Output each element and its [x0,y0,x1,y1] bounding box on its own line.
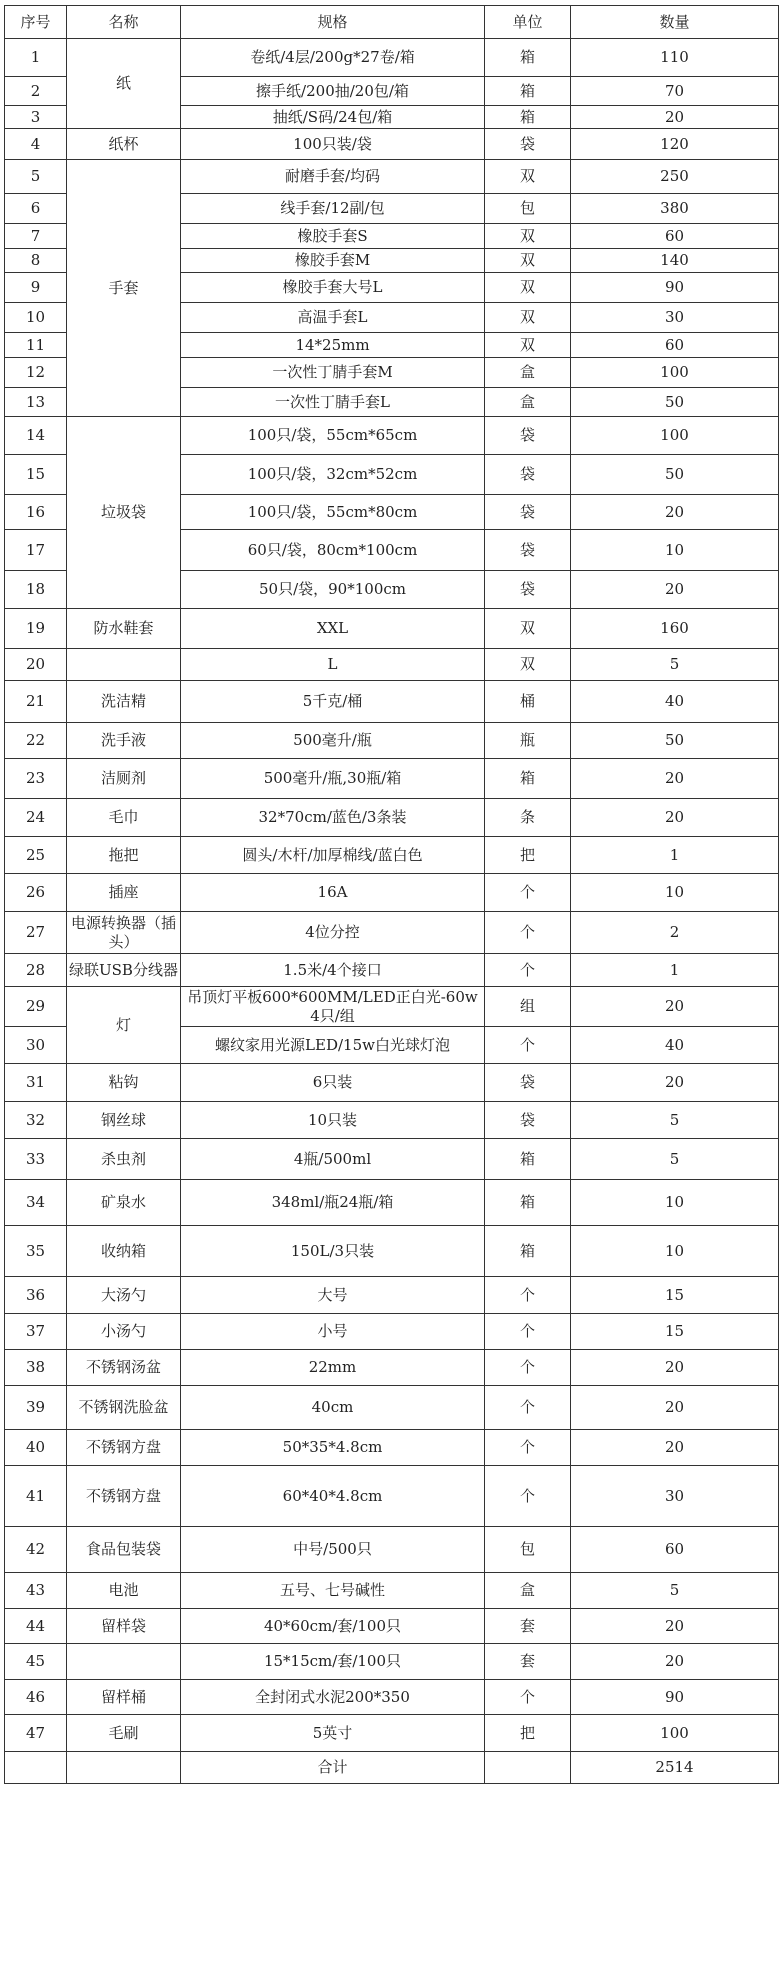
table-row [5,1609,779,1644]
cell-seq: 34 [5,1180,67,1226]
cell-name: 垃圾袋 [67,417,181,609]
cell-name: 纸 [67,39,181,129]
cell-spec: 100只装/袋 [181,129,485,160]
cell-seq: 13 [5,388,67,417]
cell-spec: 橡胶手套M [181,249,485,273]
table-row [5,1314,779,1350]
cell-spec: 橡胶手套S [181,224,485,249]
cell-seq: 19 [5,609,67,649]
cell-spec: 一次性丁腈手套M [181,358,485,388]
cell-qty: 40 [571,681,779,723]
cell-qty: 40 [571,1027,779,1064]
cell-unit: 个 [485,1350,571,1386]
cell-spec: 14*25mm [181,333,485,358]
cell-name [67,649,181,681]
cell-unit: 套 [485,1644,571,1680]
total-seq [5,1752,67,1784]
cell-spec: 10只装 [181,1102,485,1139]
cell-spec: 60*40*4.8cm [181,1466,485,1527]
header-unit: 单位 [485,6,571,39]
cell-unit: 包 [485,194,571,224]
cell-unit: 包 [485,1527,571,1573]
cell-spec: 100只/袋，55cm*65cm [181,417,485,455]
cell-name: 收纳箱 [67,1226,181,1277]
table-row [5,1573,779,1609]
cell-seq: 1 [5,39,67,77]
cell-qty: 10 [571,1180,779,1226]
cell-name: 洗手液 [67,723,181,759]
total-unit [485,1752,571,1784]
cell-spec: 圆头/木杆/加厚棉线/蓝白色 [181,837,485,874]
cell-unit: 盒 [485,358,571,388]
cell-seq: 32 [5,1102,67,1139]
cell-name: 不锈钢方盘 [67,1430,181,1466]
cell-spec: 4瓶/500ml [181,1139,485,1180]
cell-name: 留样桶 [67,1680,181,1715]
cell-qty: 70 [571,77,779,106]
cell-name: 小汤勺 [67,1314,181,1350]
cell-unit: 盒 [485,388,571,417]
cell-seq: 15 [5,455,67,495]
cell-spec: 螺纹家用光源LED/15w白光球灯泡 [181,1027,485,1064]
cell-name: 不锈钢方盘 [67,1466,181,1527]
cell-spec: 6只装 [181,1064,485,1102]
cell-qty: 50 [571,723,779,759]
cell-spec: L [181,649,485,681]
cell-seq: 38 [5,1350,67,1386]
cell-qty: 60 [571,1527,779,1573]
cell-spec: XXL [181,609,485,649]
table-row [5,799,779,837]
table-row [5,837,779,874]
cell-unit: 个 [485,1680,571,1715]
cell-seq: 18 [5,571,67,609]
cell-seq: 9 [5,273,67,303]
table-row [5,160,779,194]
cell-seq: 7 [5,224,67,249]
cell-seq: 10 [5,303,67,333]
cell-qty: 20 [571,106,779,129]
cell-qty: 10 [571,530,779,571]
cell-seq: 42 [5,1527,67,1573]
cell-name: 防水鞋套 [67,609,181,649]
cell-name: 纸杯 [67,129,181,160]
cell-qty: 50 [571,455,779,495]
table-row [5,1715,779,1752]
table-row [5,1102,779,1139]
cell-name: 粘钩 [67,1064,181,1102]
cell-qty: 60 [571,333,779,358]
cell-unit: 把 [485,1715,571,1752]
cell-spec: 16A [181,874,485,912]
table-row [5,987,779,1027]
cell-qty: 20 [571,1609,779,1644]
table-row [5,1430,779,1466]
cell-unit: 袋 [485,571,571,609]
cell-name: 拖把 [67,837,181,874]
cell-unit: 组 [485,987,571,1027]
cell-name: 杀虫剂 [67,1139,181,1180]
cell-seq: 46 [5,1680,67,1715]
cell-unit: 个 [485,1386,571,1430]
cell-spec: 高温手套L [181,303,485,333]
header-qty: 数量 [571,6,779,39]
cell-qty: 20 [571,759,779,799]
cell-seq: 27 [5,912,67,954]
cell-seq: 20 [5,649,67,681]
cell-seq: 4 [5,129,67,160]
cell-unit: 双 [485,333,571,358]
cell-seq: 29 [5,987,67,1027]
cell-seq: 2 [5,77,67,106]
total-qty: 2514 [571,1752,779,1784]
cell-qty: 2 [571,912,779,954]
cell-spec: 5英寸 [181,1715,485,1752]
cell-name: 洗洁精 [67,681,181,723]
cell-qty: 5 [571,649,779,681]
table-row [5,609,779,649]
total-row [5,1752,779,1784]
cell-unit: 箱 [485,106,571,129]
cell-unit: 瓶 [485,723,571,759]
cell-unit: 盒 [485,1573,571,1609]
table-row [5,912,779,954]
cell-qty: 160 [571,609,779,649]
cell-spec: 500毫升/瓶 [181,723,485,759]
cell-unit: 袋 [485,1064,571,1102]
total-name [67,1752,181,1784]
cell-unit: 个 [485,1277,571,1314]
cell-name [67,1644,181,1680]
cell-name: 不锈钢洗脸盆 [67,1386,181,1430]
cell-unit: 双 [485,303,571,333]
cell-qty: 5 [571,1573,779,1609]
cell-unit: 双 [485,249,571,273]
cell-seq: 44 [5,1609,67,1644]
cell-seq: 5 [5,160,67,194]
cell-unit: 袋 [485,417,571,455]
cell-unit: 个 [485,1466,571,1527]
table-row [5,1277,779,1314]
cell-spec: 32*70cm/蓝色/3条装 [181,799,485,837]
cell-spec: 五号、七号碱性 [181,1573,485,1609]
cell-spec: 40*60cm/套/100只 [181,1609,485,1644]
cell-spec: 5千克/桶 [181,681,485,723]
cell-name: 洁厕剂 [67,759,181,799]
cell-unit: 个 [485,1027,571,1064]
table-row [5,723,779,759]
cell-qty: 90 [571,273,779,303]
cell-seq: 43 [5,1573,67,1609]
cell-spec: 吊顶灯平板600*600MM/LED正白光-60w 4只/组 [181,987,485,1027]
cell-name: 手套 [67,160,181,417]
cell-seq: 11 [5,333,67,358]
cell-qty: 60 [571,224,779,249]
cell-unit: 双 [485,609,571,649]
cell-spec: 中号/500只 [181,1527,485,1573]
cell-spec: 小号 [181,1314,485,1350]
cell-seq: 25 [5,837,67,874]
cell-spec: 500毫升/瓶,30瓶/箱 [181,759,485,799]
header-name: 名称 [67,6,181,39]
cell-seq: 30 [5,1027,67,1064]
cell-name: 电源转换器（插头） [67,912,181,954]
cell-spec: 40cm [181,1386,485,1430]
cell-unit: 袋 [485,129,571,160]
cell-name: 钢丝球 [67,1102,181,1139]
cell-unit: 袋 [485,495,571,530]
cell-qty: 20 [571,987,779,1027]
cell-seq: 21 [5,681,67,723]
cell-qty: 30 [571,303,779,333]
cell-seq: 12 [5,358,67,388]
cell-seq: 26 [5,874,67,912]
cell-spec: 抽纸/S码/24包/箱 [181,106,485,129]
cell-seq: 14 [5,417,67,455]
cell-qty: 20 [571,1644,779,1680]
cell-unit: 个 [485,912,571,954]
cell-unit: 条 [485,799,571,837]
cell-spec: 4位分控 [181,912,485,954]
table-row [5,1644,779,1680]
cell-seq: 17 [5,530,67,571]
cell-seq: 33 [5,1139,67,1180]
table-row [5,1466,779,1527]
cell-name: 食品包装袋 [67,1527,181,1573]
cell-qty: 120 [571,129,779,160]
cell-seq: 40 [5,1430,67,1466]
cell-qty: 1 [571,837,779,874]
cell-spec: 线手套/12副/包 [181,194,485,224]
cell-unit: 个 [485,954,571,987]
cell-seq: 37 [5,1314,67,1350]
cell-seq: 47 [5,1715,67,1752]
cell-qty: 100 [571,1715,779,1752]
cell-unit: 袋 [485,455,571,495]
cell-unit: 双 [485,224,571,249]
cell-qty: 50 [571,388,779,417]
cell-qty: 20 [571,1350,779,1386]
cell-name: 毛巾 [67,799,181,837]
supply-table [4,5,779,1784]
cell-unit: 箱 [485,759,571,799]
cell-qty: 20 [571,1064,779,1102]
cell-spec: 50*35*4.8cm [181,1430,485,1466]
cell-name: 大汤勺 [67,1277,181,1314]
table-row [5,1527,779,1573]
cell-unit: 箱 [485,77,571,106]
cell-unit: 套 [485,1609,571,1644]
cell-seq: 35 [5,1226,67,1277]
total-label: 合计 [181,1752,485,1784]
cell-unit: 袋 [485,1102,571,1139]
cell-qty: 110 [571,39,779,77]
cell-qty: 5 [571,1102,779,1139]
cell-spec: 橡胶手套大号L [181,273,485,303]
cell-spec: 擦手纸/200抽/20包/箱 [181,77,485,106]
table-row [5,39,779,77]
cell-name: 灯 [67,987,181,1064]
table-row [5,1064,779,1102]
cell-name: 不锈钢汤盆 [67,1350,181,1386]
cell-seq: 36 [5,1277,67,1314]
cell-seq: 45 [5,1644,67,1680]
cell-unit: 双 [485,160,571,194]
table-row [5,417,779,455]
table-row [5,1180,779,1226]
cell-qty: 100 [571,417,779,455]
cell-unit: 箱 [485,1180,571,1226]
cell-spec: 全封闭式水泥200*350 [181,1680,485,1715]
table-row [5,1680,779,1715]
cell-spec: 耐磨手套/均码 [181,160,485,194]
cell-unit: 箱 [485,1226,571,1277]
cell-spec: 15*15cm/套/100只 [181,1644,485,1680]
cell-seq: 39 [5,1386,67,1430]
cell-spec: 1.5米/4个接口 [181,954,485,987]
table-row [5,759,779,799]
table-row [5,1386,779,1430]
cell-spec: 卷纸/4层/200g*27卷/箱 [181,39,485,77]
cell-qty: 20 [571,799,779,837]
cell-qty: 20 [571,1386,779,1430]
cell-unit: 箱 [485,39,571,77]
cell-seq: 6 [5,194,67,224]
cell-seq: 31 [5,1064,67,1102]
cell-unit: 桶 [485,681,571,723]
cell-name: 毛刷 [67,1715,181,1752]
cell-unit: 个 [485,1314,571,1350]
cell-spec: 150L/3只装 [181,1226,485,1277]
table-row [5,1139,779,1180]
cell-qty: 15 [571,1277,779,1314]
cell-name: 插座 [67,874,181,912]
cell-unit: 双 [485,273,571,303]
cell-seq: 3 [5,106,67,129]
cell-qty: 100 [571,358,779,388]
cell-unit: 个 [485,1430,571,1466]
table-row [5,954,779,987]
cell-spec: 100只/袋，32cm*52cm [181,455,485,495]
cell-unit: 把 [485,837,571,874]
cell-spec: 大号 [181,1277,485,1314]
cell-qty: 15 [571,1314,779,1350]
table-row [5,1226,779,1277]
cell-spec: 60只/袋，80cm*100cm [181,530,485,571]
header-seq: 序号 [5,6,67,39]
table-row [5,1350,779,1386]
cell-qty: 250 [571,160,779,194]
cell-qty: 30 [571,1466,779,1527]
cell-name: 电池 [67,1573,181,1609]
table-row [5,681,779,723]
cell-qty: 90 [571,1680,779,1715]
cell-seq: 28 [5,954,67,987]
cell-spec: 22mm [181,1350,485,1386]
cell-qty: 20 [571,495,779,530]
cell-unit: 个 [485,874,571,912]
cell-spec: 348ml/瓶24瓶/箱 [181,1180,485,1226]
table-row [5,874,779,912]
cell-name: 绿联USB分线器 [67,954,181,987]
cell-qty: 1 [571,954,779,987]
table-body [5,39,779,1752]
cell-seq: 24 [5,799,67,837]
cell-qty: 20 [571,1430,779,1466]
cell-unit: 双 [485,649,571,681]
table-row [5,129,779,160]
cell-spec: 50只/袋，90*100cm [181,571,485,609]
cell-qty: 5 [571,1139,779,1180]
cell-qty: 20 [571,571,779,609]
cell-spec: 100只/袋，55cm*80cm [181,495,485,530]
cell-seq: 22 [5,723,67,759]
cell-seq: 8 [5,249,67,273]
cell-unit: 袋 [485,530,571,571]
cell-qty: 140 [571,249,779,273]
header-row [5,6,779,39]
cell-spec: 一次性丁腈手套L [181,388,485,417]
cell-name: 矿泉水 [67,1180,181,1226]
cell-qty: 380 [571,194,779,224]
table-row [5,649,779,681]
cell-name: 留样袋 [67,1609,181,1644]
cell-seq: 16 [5,495,67,530]
cell-qty: 10 [571,1226,779,1277]
header-spec: 规格 [181,6,485,39]
cell-seq: 23 [5,759,67,799]
cell-qty: 10 [571,874,779,912]
cell-seq: 41 [5,1466,67,1527]
cell-unit: 箱 [485,1139,571,1180]
